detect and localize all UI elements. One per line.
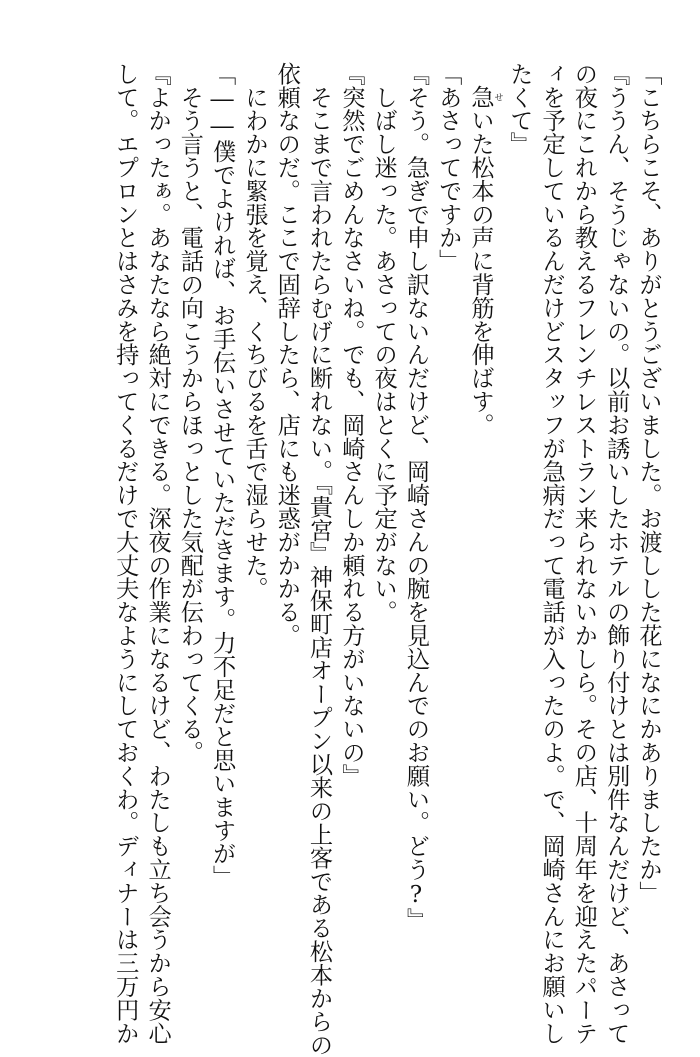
ruby-reading: せ — [492, 85, 503, 109]
text-line: ィを予定しているんだけどスタッフが急病だって電話が入ったのよ。で、岡崎さんにお願いし — [538, 62, 566, 1045]
ruby-line-rest: いた松本の声に背筋を伸ばす。 — [467, 108, 495, 437]
text-line: 「こちらこそ、ありがとうございました。お渡しした花になにかありましたか」 — [635, 62, 662, 905]
ruby-annotation — [467, 85, 503, 109]
text-line: にわかに緊張を覚え、くちびるを舌で湿らせた。 — [240, 62, 268, 601]
text-line: しばし迷った。あさっての夜はとくに予定がない。 — [370, 62, 398, 624]
text-line: 『そう。急ぎで申し訳ないんだけど、岡崎さんの腕を見込んでのお願い。どう?』 — [402, 62, 430, 932]
text-line: して。エプロンとはさみを持ってくるだけで大丈夫なようにしておくわ。ディナーは三万円か — [111, 62, 139, 1045]
text-line: 「――僕でよければ、お手伝いさせていただきます。力不足だと思いますが」 — [208, 62, 236, 889]
text-line: そう言うと、電話の向こうからほっとした気配が伝わってくる。 — [176, 62, 204, 764]
text-line: 『突然でごめんなさいね。でも、岡崎さんしか頼れる方がいないの』 — [337, 62, 365, 788]
ruby-base: 急 — [467, 85, 495, 109]
vertical-text-body — [108, 62, 664, 1057]
text-line-ruby — [464, 62, 503, 962]
ruby-line-indent — [467, 62, 494, 85]
text-line: 『ううん、そうじゃないの。以前お誘いしたホテルの飾り付けとは別件なんだけど、あさって — [602, 62, 630, 1045]
text-line: 『よかったぁ。あなたなら絶対にできる。深夜の作業になるけど、わたしも立ち会うから安心 — [144, 62, 172, 1045]
text-line: 依頼なのだ。ここで固辞したら、店にも迷惑がかかる。 — [273, 62, 301, 647]
text-line: の夜にこれから教えるフレンチレストラン来られないかしら。その店、十周年を迎えたパーテ — [570, 62, 598, 1045]
text-line: たくて』 — [505, 62, 533, 156]
text-line: そこまで言われたらむげに断れない。『貴宮』神保町店オープン以来の上客である松本からの — [305, 62, 333, 1057]
text-line: 「あさってですか」 — [434, 62, 462, 273]
